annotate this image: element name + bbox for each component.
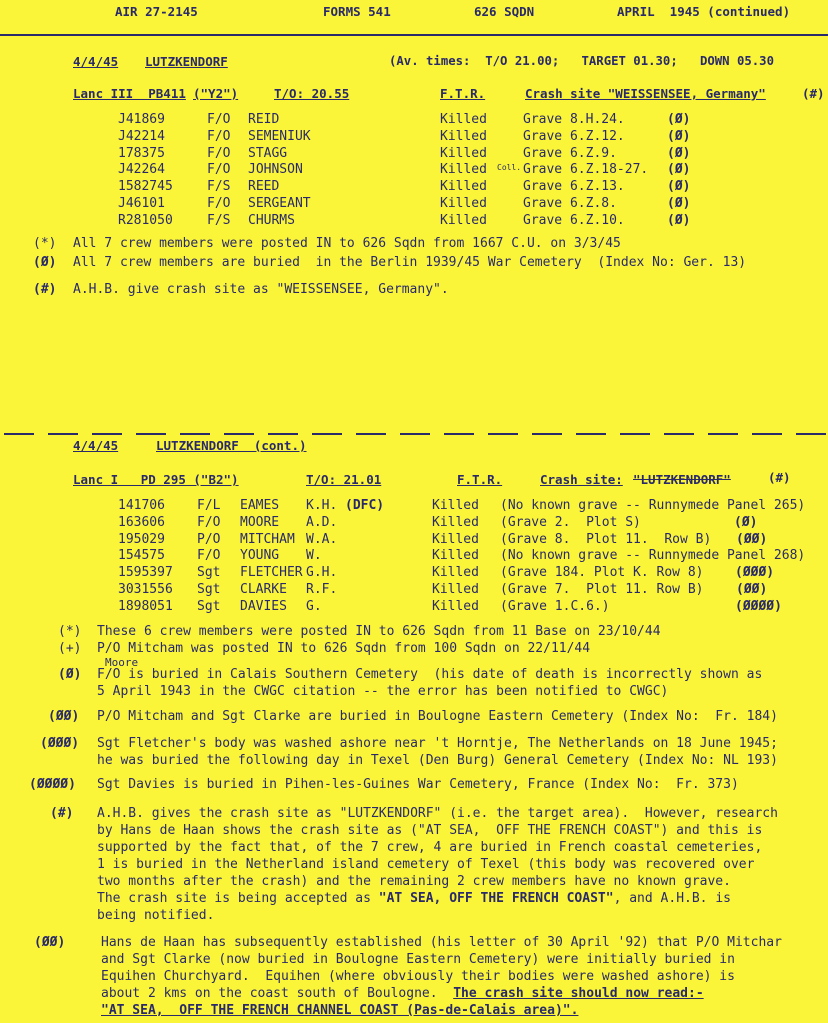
crew-status: Killed <box>432 565 479 581</box>
s2-note7g: being notified. <box>97 908 215 923</box>
crew-rank: P/O <box>197 531 221 547</box>
crew-mark: (Ø) <box>667 196 691 211</box>
s2-note1: These 6 crew members were posted IN to 626 Sqdn from 11 Base on 23/10/44 <box>97 624 661 639</box>
s2-target: LUTZKENDORF (cont.) <box>156 438 307 453</box>
s2-ftr: F.T.R. <box>457 472 503 487</box>
crew-number: J46101 <box>118 196 165 211</box>
crew-status: Killed <box>432 498 479 513</box>
crew-name: FLETCHER <box>240 565 303 581</box>
crew-name: CHURMS <box>248 212 295 228</box>
crew-status: Killed <box>440 196 487 211</box>
s2-note7f-post: , and A.H.B. is <box>613 891 731 906</box>
crew-status: Killed <box>440 179 487 195</box>
crew-name: YOUNG <box>240 548 280 564</box>
crew-number: R281050 <box>118 212 173 228</box>
crew-status: Killed <box>440 162 487 178</box>
s2-note6: Sgt Davies is buried in Pihen-les-Guines War Cemetery, France (Index No: Fr. 373) <box>97 777 739 792</box>
s2-note8c: Equihen Churchyard. Equihen (where obviously their bodies were washed ashore) is <box>101 969 735 984</box>
crew-rank: F/O <box>207 112 231 127</box>
s2-note1-mark: (*) <box>58 624 82 639</box>
s2-crash-label: Crash site: <box>540 472 623 487</box>
separator-dash <box>312 433 342 435</box>
crew-status: Killed <box>432 514 479 530</box>
crew-grave: (Grave 1.C.6.) <box>500 598 610 614</box>
s2-note7d: 1 is buried in the Netherland island cemetery of Texel (this body was recovered over <box>97 857 755 872</box>
crew-mark: (Ø) <box>667 145 691 161</box>
crew-mark: (ØØØØ) <box>735 598 782 614</box>
s2-note8b: and Sgt Clarke (now buried in Boulogne Eastern Cemetery) were initially buried in <box>101 952 735 967</box>
crew-number: 141706 <box>118 498 165 513</box>
s1-crash: Crash site "WEISSENSEE, Germany" <box>525 86 766 101</box>
crew-initials: G.H. <box>306 565 338 581</box>
s2-note3-insert: Moore <box>105 656 139 669</box>
crew-number: 178375 <box>118 145 165 161</box>
s2-takeoff: T/O: 21.01 <box>306 472 382 487</box>
crew-grave: Grave 6.Z.18-27. <box>523 162 649 178</box>
separator-dash <box>48 433 78 435</box>
crew-name: JOHNSON <box>248 162 303 178</box>
s2-note7-mark: (#) <box>50 806 74 821</box>
crew-number: J41869 <box>118 112 165 127</box>
crew-mark: (Ø) <box>667 212 691 228</box>
separator-dash <box>708 433 738 435</box>
s2-note8e: "AT SEA, OFF THE FRENCH CHANNEL COAST (Pas-de-Calais area)". <box>101 1003 579 1018</box>
crew-status: Killed <box>432 531 479 547</box>
doc-sqdn: 626 SQDN <box>474 4 535 19</box>
s2-note7f <box>97 891 731 906</box>
s1-note3: A.H.B. give crash site as "WEISSENSEE, Germany". <box>73 282 449 297</box>
crew-mark: (Ø) <box>667 112 691 127</box>
s2-note8-mark: (ØØ) <box>34 935 66 950</box>
crew-mark: (ØØØ) <box>735 565 775 581</box>
s2-note7f-bold: "AT SEA, OFF THE FRENCH COAST" <box>378 891 614 906</box>
crew-name: REID <box>248 112 280 127</box>
s2-note5-mark: (ØØØ) <box>40 736 80 751</box>
crew-rank: Sgt <box>197 598 221 614</box>
separator-dash <box>224 433 254 435</box>
crew-grave: Grave 6.Z.8. <box>523 196 617 211</box>
separator-dash <box>532 433 562 435</box>
crew-number: 163606 <box>118 514 165 530</box>
crew-initials: A.D. <box>306 514 338 530</box>
crew-initials: G. <box>306 598 322 614</box>
crew-grave: (Grave 8. Plot 11. Row B) <box>500 531 712 547</box>
crew-rank: F/O <box>207 162 231 178</box>
separator-dash <box>356 433 386 435</box>
crew-grave: Grave 6.Z.13. <box>523 179 625 195</box>
s1-crash-mark: (#) <box>802 86 825 101</box>
crew-name: SEMENIUK <box>248 128 311 144</box>
crew-initials: W. <box>306 548 322 564</box>
header-rule <box>0 34 828 36</box>
separator-dash <box>444 433 474 435</box>
crew-status: Killed <box>432 548 479 564</box>
crew-rank: F/L <box>197 498 221 513</box>
s2-note7b: by Hans de Haan shows the crash site as ("AT SEA, OFF THE FRENCH COAST") and this is <box>97 823 763 838</box>
s1-takeoff: T/O: 20.55 <box>274 86 350 101</box>
crew-grave: Grave 6.Z.10. <box>523 212 625 228</box>
crew-name: MOORE <box>240 514 280 530</box>
s1-note2-mark: (Ø) <box>33 255 57 270</box>
crew-name: REED <box>248 179 280 195</box>
crew-name: CLARKE <box>240 582 287 597</box>
crew-grave: (Grave 2. Plot S) <box>500 514 641 530</box>
s2-note7e: two months after the crash) and the remaining 2 crew members have no known grave. <box>97 874 731 889</box>
crew-status: Killed <box>432 582 479 597</box>
crew-number: J42214 <box>118 128 165 144</box>
s2-note8d <box>101 986 704 1001</box>
crew-grave: Grave 8.H.24. <box>523 112 625 127</box>
crew-mark: (ØØ) <box>736 582 768 597</box>
s1-times: (Av. times: T/O 21.00; TARGET 01.30; DOWN 05.30 <box>389 54 774 68</box>
crew-mark: (Ø) <box>667 162 691 178</box>
separator-dash <box>4 433 34 435</box>
crew-award: (DFC) <box>345 498 385 513</box>
separator-dash <box>136 433 166 435</box>
crew-rank: F/S <box>207 179 231 195</box>
s2-note8a: Hans de Haan has subsequently established (his letter of 30 April '92) that P/O Mitchar <box>101 935 782 950</box>
s2-note6-mark: (ØØØØ) <box>29 777 76 792</box>
crew-mark: (Ø) <box>734 514 758 530</box>
crew-grave: (No known grave -- Runnymede Panel 268) <box>500 548 806 564</box>
s1-note2: All 7 crew members are buried in the Berlin 1939/45 War Cemetery (Index No: Ger. 13) <box>73 255 747 270</box>
s2-note2-mark: (+) <box>58 641 82 656</box>
crew-status: Killed <box>440 112 487 127</box>
doc-month: APRIL 1945 (continued) <box>617 4 791 19</box>
crew-rank: F/O <box>207 196 231 211</box>
separator-dash <box>752 433 782 435</box>
crew-rank: F/O <box>197 548 221 564</box>
s1-code: ("Y2") <box>193 86 239 101</box>
crew-name: SERGEANT <box>248 196 311 211</box>
s2-note5b: he was buried the following day in Texel (Den Burg) General Cemetery (Index No: NL 193) <box>97 753 778 768</box>
s2-note8d-bold: The crash site should now read:- <box>453 986 704 1001</box>
separator-dash <box>92 433 122 435</box>
s1-note3-mark: (#) <box>33 282 57 297</box>
crew-grave: (Grave 184. Plot K. Row 8) <box>500 565 704 581</box>
crew-grave: (No known grave -- Runnymede Panel 265) <box>500 498 806 513</box>
crew-mark: (ØØ) <box>736 531 768 547</box>
crew-name: DAVIES <box>240 598 287 614</box>
crew-mark: (Ø) <box>667 128 691 144</box>
crew-status: Killed <box>440 212 487 228</box>
doc-ref: AIR 27-2145 <box>115 4 198 19</box>
crew-number: 1898051 <box>118 598 173 614</box>
crew-rank: F/O <box>207 145 231 161</box>
crew-rank: F/O <box>207 128 231 144</box>
crew-status: Killed <box>440 145 487 161</box>
crew-initials: W.A. <box>306 531 338 547</box>
crew-grave-prefix: Coll. <box>497 163 522 173</box>
crew-rank: Sgt <box>197 582 221 597</box>
s2-crash-mark: (#) <box>768 470 791 485</box>
separator-dash <box>400 433 430 435</box>
crew-status: Killed <box>440 128 487 144</box>
s2-note7c: supported by the fact that, of the 7 crew, 4 are buried in French coastal cemeteries, <box>97 840 763 855</box>
separator-dash <box>576 433 606 435</box>
s1-date: 4/4/45 <box>73 54 119 69</box>
crew-rank: Sgt <box>197 565 221 581</box>
crew-number: 3031556 <box>118 582 173 597</box>
doc-forms: FORMS 541 <box>323 4 391 19</box>
separator-dash <box>180 433 210 435</box>
s2-note4: P/O Mitcham and Sgt Clarke are buried in Boulogne Eastern Cemetery (Index No: Fr. 184) <box>97 709 778 724</box>
s2-note4-mark: (ØØ) <box>48 709 80 724</box>
separator-dash <box>268 433 298 435</box>
crew-rank: F/S <box>207 212 231 228</box>
s2-aircraft: Lanc I PD 295 ("B2") <box>73 472 239 487</box>
separator-dash <box>488 433 518 435</box>
s2-note3b: 5 April 1943 in the CWGC citation -- the error has been notified to CWGC) <box>97 684 669 699</box>
s1-ftr: F.T.R. <box>440 86 486 101</box>
crew-rank: F/O <box>197 514 221 530</box>
s1-target: LUTZKENDORF <box>145 54 228 69</box>
separator-dash <box>664 433 694 435</box>
s2-crash-struck: "LUTZKENDORF" <box>633 472 731 487</box>
crew-grave: Grave 6.Z.12. <box>523 128 625 144</box>
crew-number: J42264 <box>118 162 165 178</box>
separator-dash <box>796 433 826 435</box>
crew-number: 154575 <box>118 548 165 564</box>
s1-aircraft: Lanc III PB411 <box>73 86 186 101</box>
crew-name: MITCHAM <box>240 531 295 547</box>
s2-note8d-pre: about 2 kms on the coast south of Boulogne. <box>101 986 454 1001</box>
separator-dash <box>620 433 650 435</box>
s2-note3-mark: (Ø) <box>58 667 82 682</box>
s2-note5a: Sgt Fletcher's body was washed ashore near 't Horntje, The Netherlands on 18 June 1945; <box>97 736 778 751</box>
crew-grave: Grave 6.Z.9. <box>523 145 617 161</box>
crew-number: 1595397 <box>118 565 173 581</box>
crew-number: 1582745 <box>118 179 173 195</box>
s2-note2: P/O Mitcham was posted IN to 626 Sqdn from 100 Sqdn on 22/11/44 <box>97 641 591 656</box>
s2-note7a: A.H.B. gives the crash site as "LUTZKENDORF" (i.e. the target area). However, research <box>97 806 778 821</box>
crew-name: STAGG <box>248 145 288 161</box>
crew-grave: (Grave 7. Plot 11. Row B) <box>500 582 704 597</box>
crew-initials: K.H. <box>306 498 338 513</box>
s2-note3a: F/O is buried in Calais Southern Cemetery (his date of death is incorrectly shown as <box>97 667 763 682</box>
s2-date: 4/4/45 <box>73 438 119 453</box>
crew-mark: (Ø) <box>667 179 691 195</box>
s2-note7f-pre: The crash site is being accepted as <box>97 891 379 906</box>
s1-note1-mark: (*) <box>33 236 57 251</box>
crew-number: 195029 <box>118 531 165 547</box>
crew-status: Killed <box>432 598 479 614</box>
crew-name: EAMES <box>240 498 280 513</box>
s1-note1: All 7 crew members were posted IN to 626 Sqdn from 1667 C.U. on 3/3/45 <box>73 236 621 251</box>
crew-initials: R.F. <box>306 582 338 597</box>
